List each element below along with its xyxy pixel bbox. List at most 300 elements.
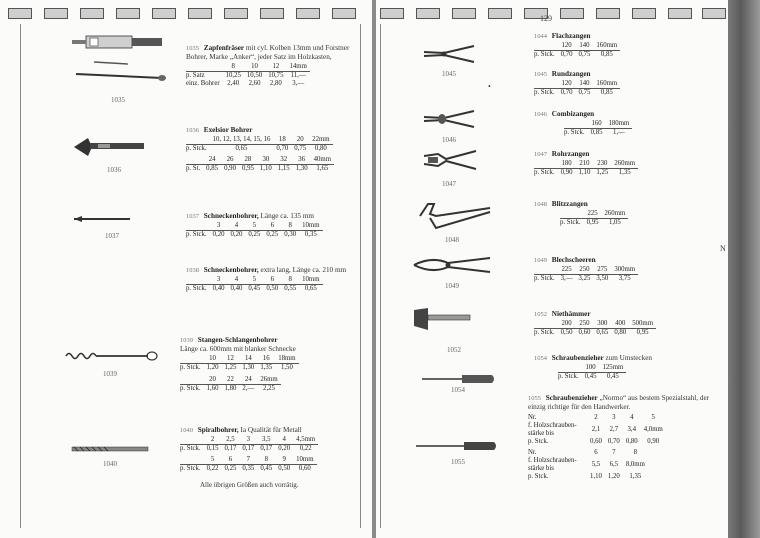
entry-1036 xyxy=(186,126,362,173)
price-cell: 10,75 xyxy=(268,72,284,79)
value-cell: 5,5 xyxy=(591,461,601,468)
margin-line xyxy=(380,24,381,528)
size-cell: 8 xyxy=(281,222,299,231)
price-cell: 0,75 xyxy=(578,51,591,58)
size-cell: 10 xyxy=(204,355,222,364)
right-page xyxy=(376,0,728,538)
size-cell: 225 xyxy=(558,266,576,275)
size-cell: 26mm xyxy=(257,376,280,385)
entry-1049 xyxy=(534,256,704,283)
row-label: p. Stck. xyxy=(180,465,201,472)
price-cell: 0,40 xyxy=(212,285,225,292)
item-description: extra lang, Länge ca. 210 mm xyxy=(260,266,347,274)
size-cell: 10mm xyxy=(293,456,316,465)
price-cell: 2,80 xyxy=(269,80,282,87)
item-number: 1038 xyxy=(186,267,199,274)
price-cell: 1,10 xyxy=(578,169,591,176)
price-cell: 0,65 xyxy=(596,329,609,336)
screwdriver-icon xyxy=(420,372,496,386)
price-cell: 0,85 xyxy=(600,51,613,58)
price-cell: 3,50 xyxy=(596,275,609,282)
item-number: 1045 xyxy=(534,71,547,78)
row-label: p. Stck. xyxy=(534,169,555,176)
perforation-strip xyxy=(0,8,372,20)
row-label: p. Stck. xyxy=(180,385,201,392)
size-cell: 2,5 xyxy=(222,436,240,445)
price-cell: 0,80 xyxy=(614,329,627,336)
entry-1048 xyxy=(534,200,704,227)
price-cell: 0,17 xyxy=(242,445,255,452)
row-label: p. Stck. xyxy=(558,373,579,380)
figure-label: 1047 xyxy=(442,180,456,188)
figure-1047 xyxy=(422,148,478,172)
figure-label: 1055 xyxy=(451,458,465,466)
price-cell: 0,60 xyxy=(590,438,602,445)
price-cell: 0,80 xyxy=(314,145,327,152)
size-cell: 5 xyxy=(651,414,655,421)
size-cell: 6 xyxy=(263,276,281,285)
item-name: Spiralbohrer, xyxy=(197,426,239,434)
price-cell: 0,60 xyxy=(298,465,311,472)
row-label: Nr. xyxy=(528,449,537,456)
price-table xyxy=(560,210,628,227)
figure-1054 xyxy=(420,372,496,386)
size-cell: 30 xyxy=(257,156,275,165)
size-cell: 225 xyxy=(584,210,602,219)
price-cell: 0,25 xyxy=(224,465,237,472)
price-cell: 1,30 xyxy=(242,364,255,371)
price-cell: 1,65 xyxy=(316,165,329,172)
size-cell: 24 xyxy=(239,376,257,385)
margin-line xyxy=(20,24,21,528)
size-cell: 140 xyxy=(576,80,594,89)
size-cell: 260mm xyxy=(611,160,638,169)
entry-1035 xyxy=(186,44,354,88)
price-cell: 1,35 xyxy=(618,169,631,176)
figure-label: 1040 xyxy=(103,460,117,468)
price-cell: 1,10 xyxy=(259,165,272,172)
size-cell: 4,5mm xyxy=(293,436,318,445)
size-cell: 22 xyxy=(222,376,240,385)
size-cell: 180mm xyxy=(606,120,633,129)
size-cell: 26 xyxy=(221,156,239,165)
row-label: p. Stck. xyxy=(560,219,581,226)
size-cell: 160mm xyxy=(593,42,620,51)
size-cell: 3 xyxy=(210,222,228,231)
figure-label: 1037 xyxy=(105,232,119,240)
figure-label: 1048 xyxy=(445,236,459,244)
entry-1055 xyxy=(528,394,718,481)
price-cell: 3,75 xyxy=(618,275,631,282)
row-label: p. St. xyxy=(186,165,201,172)
price-table xyxy=(558,364,626,381)
row-label: p. Stck. xyxy=(186,231,207,238)
footnote: Alle übrigen Größen auch vorrätig. xyxy=(200,481,299,489)
item-name: Schraubenzieher xyxy=(545,394,598,402)
size-cell: 400 xyxy=(611,320,629,329)
size-cell: 300mm xyxy=(611,266,638,275)
price-cell: 0,17 xyxy=(260,445,273,452)
size-cell: 210 xyxy=(576,160,594,169)
price-table xyxy=(528,449,648,481)
figure-1055 xyxy=(414,440,498,452)
price-cell: 0,45 xyxy=(260,465,273,472)
value-cell: 2,1 xyxy=(591,426,601,433)
price-table xyxy=(180,355,299,372)
size-cell: 4 xyxy=(228,222,246,231)
price-cell: 0,85 xyxy=(206,165,219,172)
row-label: p. Stck. xyxy=(180,445,201,452)
price-cell: 0,75 xyxy=(578,89,591,96)
price-cell: 0,20 xyxy=(212,231,225,238)
price-cell: 0,25 xyxy=(248,231,261,238)
size-cell: 10 xyxy=(244,63,265,72)
size-cell: 160 xyxy=(588,120,606,129)
size-cell: 6 xyxy=(263,222,281,231)
entry-1037 xyxy=(186,212,362,239)
size-cell: 36 xyxy=(293,156,311,165)
size-cell: 10mm xyxy=(299,222,322,231)
combination-pliers-icon xyxy=(422,148,478,172)
price-cell: 0,45 xyxy=(606,373,619,380)
price-cell: 11,— xyxy=(290,72,306,79)
price-cell: 0,25 xyxy=(266,231,279,238)
item-name: Combizangen xyxy=(551,110,595,118)
price-cell: 0,35 xyxy=(242,465,255,472)
price-cell: 1,35 xyxy=(260,364,273,371)
price-cell: 3,— xyxy=(292,80,305,87)
price-cell: 0,15 xyxy=(206,445,219,452)
size-cell: 180 xyxy=(558,160,576,169)
price-cell: 0,35 xyxy=(304,231,317,238)
price-cell: 0,70 xyxy=(560,89,573,96)
price-cell: 3,— xyxy=(560,275,573,282)
figure-1037 xyxy=(72,214,132,224)
item-number: 1040 xyxy=(180,427,193,434)
figure-1049 xyxy=(412,254,492,276)
item-number: 1049 xyxy=(534,257,547,264)
size-cell: 260mm xyxy=(602,210,629,219)
item-name: Blechscheeren xyxy=(551,256,596,264)
worm-drill-icon xyxy=(72,214,132,224)
price-table xyxy=(528,414,666,446)
price-cell: 0,55 xyxy=(284,285,297,292)
round-pliers-icon xyxy=(422,108,476,130)
entry-1052 xyxy=(534,310,714,337)
price-cell: 10,50 xyxy=(246,72,263,79)
size-cell: 14mm xyxy=(286,63,309,72)
price-cell: 0,85 xyxy=(600,89,613,96)
price-table xyxy=(534,160,638,177)
row-label: einz. Bohrer xyxy=(186,80,220,87)
item-name: Schneckenbohrer, xyxy=(203,212,259,220)
price-cell: 0,45 xyxy=(248,285,261,292)
figure-label: 1052 xyxy=(447,346,461,354)
row-label: p. Stck. xyxy=(186,145,207,152)
tin-snips-icon xyxy=(412,254,492,276)
size-cell: 8 xyxy=(257,456,275,465)
figure-label: 1036 xyxy=(107,166,121,174)
price-cell: 2,40 xyxy=(227,80,240,87)
item-description: Länge ca. 600mm mit blanker Schnecke xyxy=(180,345,296,353)
size-cell: 300 xyxy=(593,320,611,329)
size-cell: 6 xyxy=(594,449,598,456)
price-table xyxy=(186,222,323,239)
item-description: mit cyl. Kolben 13mm und Forstner Bohrer, Marke „Anker“, jeder Satz im Holzkasten, xyxy=(186,44,350,61)
price-cell: 1,— xyxy=(612,129,625,136)
size-cell: 250 xyxy=(576,320,594,329)
riveting-hammer-icon xyxy=(412,306,472,340)
row-label: p. Stck. xyxy=(534,275,555,282)
item-description: „Normo“ aus bestem Spezialstahl, der einzig richtige für den Handwerker. xyxy=(528,394,710,411)
item-description: zum Umstecken xyxy=(605,354,653,362)
price-cell: 1,25 xyxy=(224,364,237,371)
row-label: p. Stck. xyxy=(528,438,549,445)
figure-1036 xyxy=(68,132,148,162)
price-cell: 0,85 xyxy=(590,129,603,136)
item-description: Ia Qualität für Metall xyxy=(240,426,302,434)
figure-1035 xyxy=(68,32,172,92)
price-table xyxy=(534,266,638,283)
item-number: 1047 xyxy=(534,151,547,158)
dot-mark: • xyxy=(488,82,491,91)
row-label: p. Stck. xyxy=(564,129,585,136)
figure-1048 xyxy=(416,198,492,232)
price-table xyxy=(186,63,310,88)
size-cell: 12 xyxy=(265,63,286,72)
price-table xyxy=(534,42,620,59)
size-cell: 160mm xyxy=(593,80,620,89)
size-cell: 18 xyxy=(273,136,291,145)
size-cell: 7 xyxy=(239,456,257,465)
size-cell: 2 xyxy=(204,436,222,445)
size-cell: 9 xyxy=(275,456,293,465)
item-number: 1036 xyxy=(186,127,199,134)
size-cell: 20 xyxy=(204,376,222,385)
price-cell: 1,60 xyxy=(206,385,219,392)
row-label: f. Holzschrauben-stärke bis xyxy=(528,422,577,437)
entry-1054 xyxy=(534,354,714,381)
size-cell: 20 xyxy=(291,136,309,145)
size-cell: 12 xyxy=(222,355,240,364)
entry-1047 xyxy=(534,150,704,177)
perforation-strip xyxy=(376,8,728,20)
entry-1039 xyxy=(180,336,362,393)
left-page xyxy=(0,0,372,538)
item-number: 1055 xyxy=(528,395,541,402)
price-cell: 0,95 xyxy=(241,165,254,172)
price-cell: 0,30 xyxy=(284,231,297,238)
price-table xyxy=(534,80,620,97)
size-cell: 14 xyxy=(239,355,257,364)
price-cell: 2,— xyxy=(242,385,255,392)
flat-pliers-icon xyxy=(422,44,476,64)
item-number: 1037 xyxy=(186,213,199,220)
size-cell: 24 xyxy=(203,156,221,165)
size-cell: 28 xyxy=(239,156,257,165)
size-cell: 10mm xyxy=(299,276,322,285)
item-name: Niethämmer xyxy=(551,310,591,318)
item-name: Stangen-Schlangenbohrer xyxy=(197,336,278,344)
item-name: Flachzangen xyxy=(551,32,591,40)
price-cell: 1,35 xyxy=(629,473,642,480)
item-name: Schraubenzieher xyxy=(551,354,604,362)
size-cell: 3 xyxy=(612,414,616,421)
price-cell: 0,95 xyxy=(586,219,599,226)
figure-label: 1049 xyxy=(445,282,459,290)
size-cell: 140 xyxy=(576,42,594,51)
figure-label: 1046 xyxy=(442,136,456,144)
price-cell: 1,50 xyxy=(280,364,293,371)
item-name: Rundzangen xyxy=(551,70,591,78)
size-cell: 250 xyxy=(576,266,594,275)
size-cell: 5 xyxy=(245,276,263,285)
size-cell: 275 xyxy=(593,266,611,275)
value-cell: 3,4 xyxy=(627,426,637,433)
size-cell: 3 xyxy=(210,276,228,285)
item-number: 1054 xyxy=(534,355,547,362)
size-cell: 5 xyxy=(204,456,222,465)
size-cell: 10, 12, 13, 14, 15, 16 xyxy=(210,136,274,145)
size-cell: 32 xyxy=(275,156,293,165)
figure-1040 xyxy=(70,444,150,454)
price-cell: 0,20 xyxy=(278,445,291,452)
item-name: Zapfenfräser xyxy=(203,44,245,52)
price-cell: 1,15 xyxy=(277,165,290,172)
price-cell: 0,50 xyxy=(266,285,279,292)
item-number: 1046 xyxy=(534,111,547,118)
item-name: Exelsior Bohrer xyxy=(203,126,253,134)
size-cell: 18mm xyxy=(275,355,298,364)
price-cell: 0,90 xyxy=(560,169,573,176)
price-cell: 0,70 xyxy=(607,438,620,445)
side-letter: N xyxy=(720,244,726,253)
size-cell: 22mm xyxy=(309,136,332,145)
value-cell: 8,0mm xyxy=(625,461,645,468)
size-cell: 500mm xyxy=(629,320,656,329)
size-cell: 230 xyxy=(593,160,611,169)
figure-label: 1054 xyxy=(451,386,465,394)
size-cell: 4 xyxy=(275,436,293,445)
row-label: p. Stck. xyxy=(186,285,207,292)
row-label: p. Stck. xyxy=(180,364,201,371)
price-table xyxy=(534,320,656,337)
price-cell: 0,70 xyxy=(560,51,573,58)
size-cell: 120 xyxy=(558,42,576,51)
size-cell: 100 xyxy=(582,364,600,373)
row-label: p. Stck. xyxy=(534,51,555,58)
price-cell: 0,22 xyxy=(206,465,219,472)
figure-1039 xyxy=(64,346,160,366)
value-cell: 6,5 xyxy=(609,461,619,468)
row-label: p. Stck. xyxy=(534,89,555,96)
price-cell: 0,60 xyxy=(578,329,591,336)
size-cell: 7 xyxy=(612,449,616,456)
price-cell: 1,20 xyxy=(206,364,219,371)
price-cell: 10,25 xyxy=(225,72,241,79)
size-cell: 6 xyxy=(222,456,240,465)
price-cell: 0,50 xyxy=(278,465,291,472)
price-table xyxy=(186,136,333,153)
price-table xyxy=(180,376,281,393)
price-cell: 1,30 xyxy=(295,165,308,172)
price-table xyxy=(186,156,334,173)
price-cell: 0,65 xyxy=(235,145,248,152)
price-cell: 2,60 xyxy=(248,80,261,87)
price-cell: 2,25 xyxy=(263,385,275,392)
size-cell: 200 xyxy=(558,320,576,329)
price-cell: 0,70 xyxy=(276,145,289,152)
figure-label: 1039 xyxy=(103,370,117,378)
price-cell: 0,80 xyxy=(625,438,638,445)
size-cell: 8 xyxy=(223,63,244,72)
figure-label: 1045 xyxy=(442,70,456,78)
size-cell: 4 xyxy=(630,414,634,421)
screwdriver-normal-icon xyxy=(414,440,498,452)
item-name: Blitzzangen xyxy=(551,200,588,208)
size-cell: 2 xyxy=(594,414,598,421)
size-cell: 16 xyxy=(257,355,275,364)
price-cell: 1,25 xyxy=(596,169,609,176)
price-cell: 0,17 xyxy=(224,445,237,452)
entry-1038 xyxy=(186,266,362,293)
price-cell: 0,50 xyxy=(560,329,573,336)
countersink-drill-icon xyxy=(68,32,172,92)
figure-1046 xyxy=(422,108,476,130)
item-number: 1039 xyxy=(180,337,193,344)
value-cell: 4,0mm xyxy=(643,426,663,433)
item-number: 1048 xyxy=(534,201,547,208)
size-cell: 120 xyxy=(558,80,576,89)
price-table xyxy=(564,120,632,137)
price-cell: 0,95 xyxy=(636,329,649,336)
size-cell: 3,5 xyxy=(257,436,275,445)
size-cell: 40mm xyxy=(311,156,334,165)
price-cell: 0,40 xyxy=(230,285,243,292)
price-table xyxy=(180,436,318,453)
page-number: 129 xyxy=(540,14,552,23)
entry-1045 xyxy=(534,70,704,97)
item-number: 1044 xyxy=(534,33,547,40)
price-cell: 0,90 xyxy=(224,165,236,172)
price-cell: 0,75 xyxy=(294,145,307,152)
entry-1044 xyxy=(534,32,704,59)
price-cell: 0,20 xyxy=(230,231,243,238)
row-label: p. Stck. xyxy=(528,473,549,480)
price-cell: 0,65 xyxy=(304,285,317,292)
entry-1040 xyxy=(180,426,362,490)
row-label: p. Satz xyxy=(186,72,205,79)
page-edge-shadow xyxy=(720,0,760,538)
price-cell: 1,05 xyxy=(608,219,621,226)
price-cell: 3,25 xyxy=(578,275,591,282)
value-cell: 2,7 xyxy=(609,426,619,433)
size-cell: 4 xyxy=(228,276,246,285)
price-cell: 1,20 xyxy=(607,473,620,480)
entry-1046 xyxy=(534,110,704,137)
item-number: 1035 xyxy=(186,45,199,52)
size-cell: 5 xyxy=(245,222,263,231)
figure-1045 xyxy=(422,44,476,64)
price-table xyxy=(180,456,317,473)
auger-bit-icon xyxy=(68,132,148,162)
size-cell: 8 xyxy=(281,276,299,285)
rod-auger-icon xyxy=(64,346,160,366)
pipe-wrench-icon xyxy=(416,198,492,232)
row-label: p. Stck. xyxy=(534,329,555,336)
item-name: Schneckenbohrer, xyxy=(203,266,259,274)
row-label: f. Holzschrauben-stärke bis xyxy=(528,457,577,472)
